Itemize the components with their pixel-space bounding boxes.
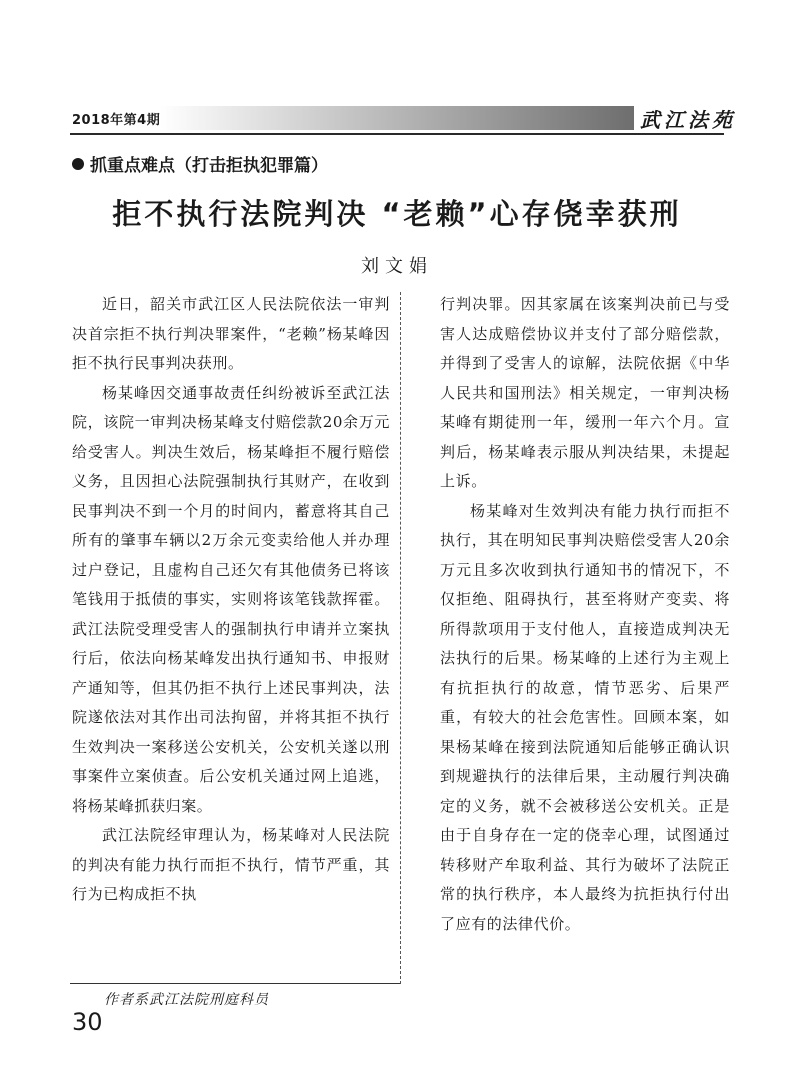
issue-label: 2018年第4期 xyxy=(72,113,161,128)
left-column xyxy=(72,290,390,910)
article-title: 拒不执行法院判决 “老赖”心存侥幸获刑 xyxy=(112,197,682,231)
paragraph: 杨某峰因交通事故责任纠纷被诉至武江法院，该院一审判决杨某峰支付赔偿款20余万元给受害人。判决生效后，杨某峰拒不履行赔偿义务，且因担心法院强制执行其财产，在收到民事判决不到一个月的时间内，蓄意将其自己所有的肇事车辆以2万余元变卖给他人并办理过户登记，且虚构自己还欠有其他债务已将该笔钱用于抵债的事实，实则将该笔钱款挥霍。武江法院受理受害人的强制执行申请并立案执行后，依法向杨某峰发出执行通知书、申报财产通知等，但其仍拒不执行上述民事判决，法院遂依法对其作出司法拘留，并将其拒不执行生效判决一案移送公安机关，公安机关遂以刑事案件立案侦查。后公安机关通过网上追逃，将杨某峰抓获归案。 xyxy=(72,383,390,815)
right-column xyxy=(440,290,730,939)
kicker-text: 抓重点难点（打击拒执犯罪篇） xyxy=(90,156,328,176)
paragraph: 武江法院经审理认为，杨某峰对人民法院的判决有能力执行而拒不执行，情节严重，其行为已构成拒不执 xyxy=(72,826,390,903)
header-gradient-bar xyxy=(160,106,634,130)
paragraph: 杨某峰对生效判决有能力执行而拒不执行，其在明知民事判决赔偿受害人20余万元且多次收到执行通知书的情况下，不仅拒绝、阻碍执行，甚至将财产变卖、将所得款项用于支付他人，直接造成判决无法执行的后果。杨某峰的上述行为主观上有抗拒执行的故意，情节恶劣、后果严重，有较大的社会危害性。回顾本案，如果杨某峰在接到法院通知后能够正确认识到规避执行的法律后果，主动履行判决确定的义务，就不会被移送公安机关。正是由于自身存在一定的侥幸心理，试图通过转移财产牟取利益、其行为破坏了法院正常的执行秩序，本人最终为抗拒执行付出了应有的法律代价。 xyxy=(440,501,730,933)
header-rule xyxy=(70,133,724,135)
bullet-dot-icon xyxy=(72,158,84,170)
magazine-name: 武江法苑 xyxy=(640,108,736,132)
paragraph: 行判决罪。因其家属在该案判决前已与受害人达成赔偿协议并支付了部分赔偿款，并得到了受害人的谅解，法院依据《中华人民共和国刑法》相关规定，一审判决杨某峰有期徒刑一年，缓刑一年六个月。宣判后，杨某峰表示服从判决结果，未提起上诉。 xyxy=(440,295,730,490)
article-author: 刘文娟 xyxy=(361,256,433,277)
section-kicker xyxy=(72,151,328,176)
footnote-rule xyxy=(70,983,400,984)
paragraph: 近日，韶关市武江区人民法院依法一审判决首宗拒不执行判决罪案件，“老赖”杨某峰因拒不执行民事判决获刑。 xyxy=(72,295,390,372)
page-number: 30 xyxy=(72,1008,103,1036)
column-divider xyxy=(400,292,401,984)
author-footnote: 作者系武江法院刑庭科员 xyxy=(104,992,269,1008)
